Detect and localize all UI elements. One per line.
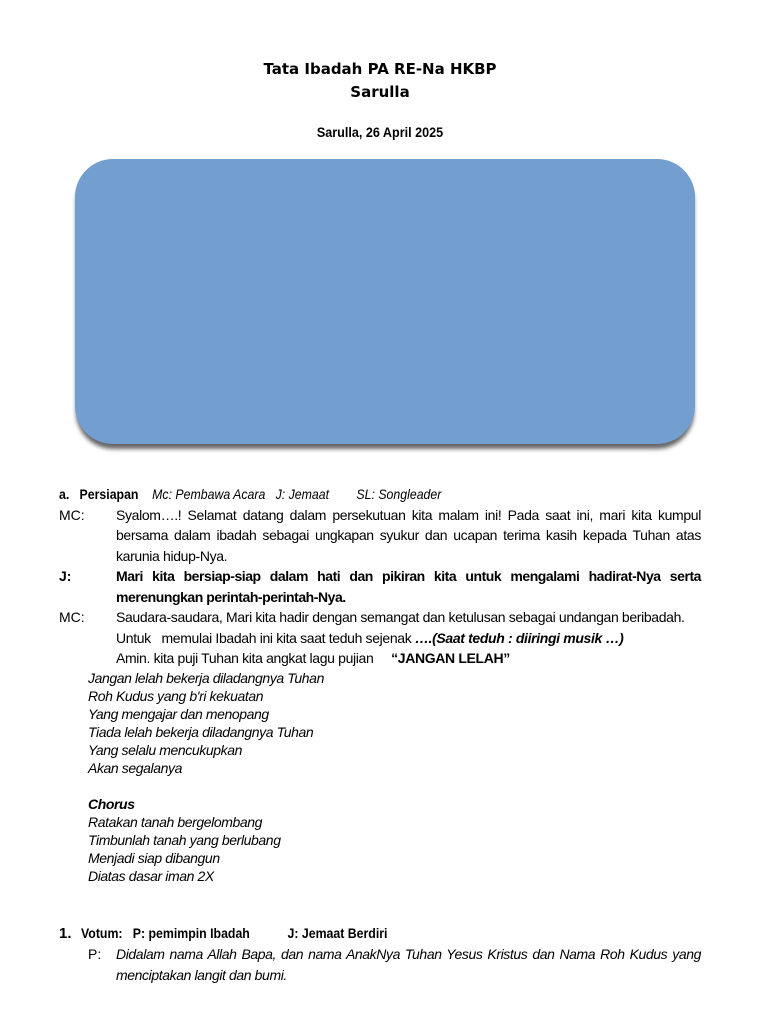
chorus-line: Timbunlah tanah yang berlubang (88, 831, 281, 848)
section-1-heading (59, 923, 701, 945)
title-line-2: Sarulla (350, 83, 410, 101)
saat-teduh-line (116, 628, 701, 649)
speaker-text: Saudara-saudara, Mari kita hadir dengan semangat dan ketulusan sebagai undangan beribadah. (116, 609, 685, 625)
chorus-line: Ratakan tanah bergelombang (88, 813, 263, 830)
speaker-label: P: (88, 946, 102, 962)
verse-line: Akan segalanya (88, 759, 183, 776)
document-title (0, 58, 760, 104)
saat-teduh-text: Untuk memulai Ibadah ini kita saat teduh sejenak (116, 629, 415, 646)
title-line-1: Tata Ibadah PA RE-Na HKBP (263, 60, 497, 78)
section-a-heading (59, 484, 701, 505)
speaker-text: Mari kita bersiap-siap dalam hati dan pikiran kita untuk mengalami hadirat-Nya serta merenungkan perintah-perintah-Nya. (116, 568, 701, 605)
section-1-number: 1. (59, 924, 72, 942)
jemaat-line (59, 566, 701, 607)
speaker-label: J: (59, 568, 72, 584)
verse-line: Roh Kudus yang b'ri kekuatan (88, 687, 264, 704)
verse-line: Yang mengajar dan menopang (88, 705, 269, 722)
banner-rounded-rectangle (75, 159, 695, 444)
song-intro-text: Amin. kita puji Tuhan kita angkat lagu pujian (116, 650, 392, 666)
verse-line: Jangan lelah bekerja diladangnya Tuhan (88, 669, 324, 686)
verse-line: Yang selalu mencukupkan (88, 741, 242, 758)
section-1-title: Votum: P: pemimpin Ibadah J: Jemaat Berdiri (81, 924, 388, 941)
verse-line: Tiada lelah bekerja diladangnya Tuhan (88, 723, 314, 740)
chorus-line: Menjadi siap dibangun (88, 849, 220, 866)
section-a-title: Persiapan (79, 486, 139, 502)
liturgy-body (59, 484, 701, 985)
speaker-text: Syalom….! Selamat datang dalam persekutuan kita malam ini! Pada saat ini, mari kita kumpul bersama dalam ibadah sebagai ungkapan syukur dan ucapan terima kasih kepada Tuhan atas karunia hidup-Nya. (116, 506, 701, 564)
chorus-label: Chorus (88, 795, 135, 812)
votum-text: Didalam nama Allah Bapa, dan nama AnakNya Tuhan Yesus Kristus dan Nama Roh Kudus yang menciptakan langit dan bumi. (116, 946, 701, 983)
document-date: Sarulla, 26 April 2025 (316, 124, 444, 140)
votum-line (88, 944, 701, 985)
song-title: “JANGAN LELAH” (391, 650, 510, 666)
song-intro-line (116, 648, 701, 669)
mc-line-1 (59, 505, 701, 567)
song-lyrics (88, 669, 701, 885)
section-a-label: a. (59, 486, 70, 502)
mc-line-2 (59, 607, 701, 669)
section-a-legend: Mc: Pembawa Acara J: Jemaat SL: Songleader (152, 486, 442, 502)
chorus-line: Diatas dasar iman 2X (88, 867, 214, 884)
speaker-label: MC: (59, 506, 85, 523)
speaker-label: MC: (59, 609, 85, 625)
saat-teduh-note: ….(Saat teduh : diiringi musik …) (414, 629, 624, 646)
